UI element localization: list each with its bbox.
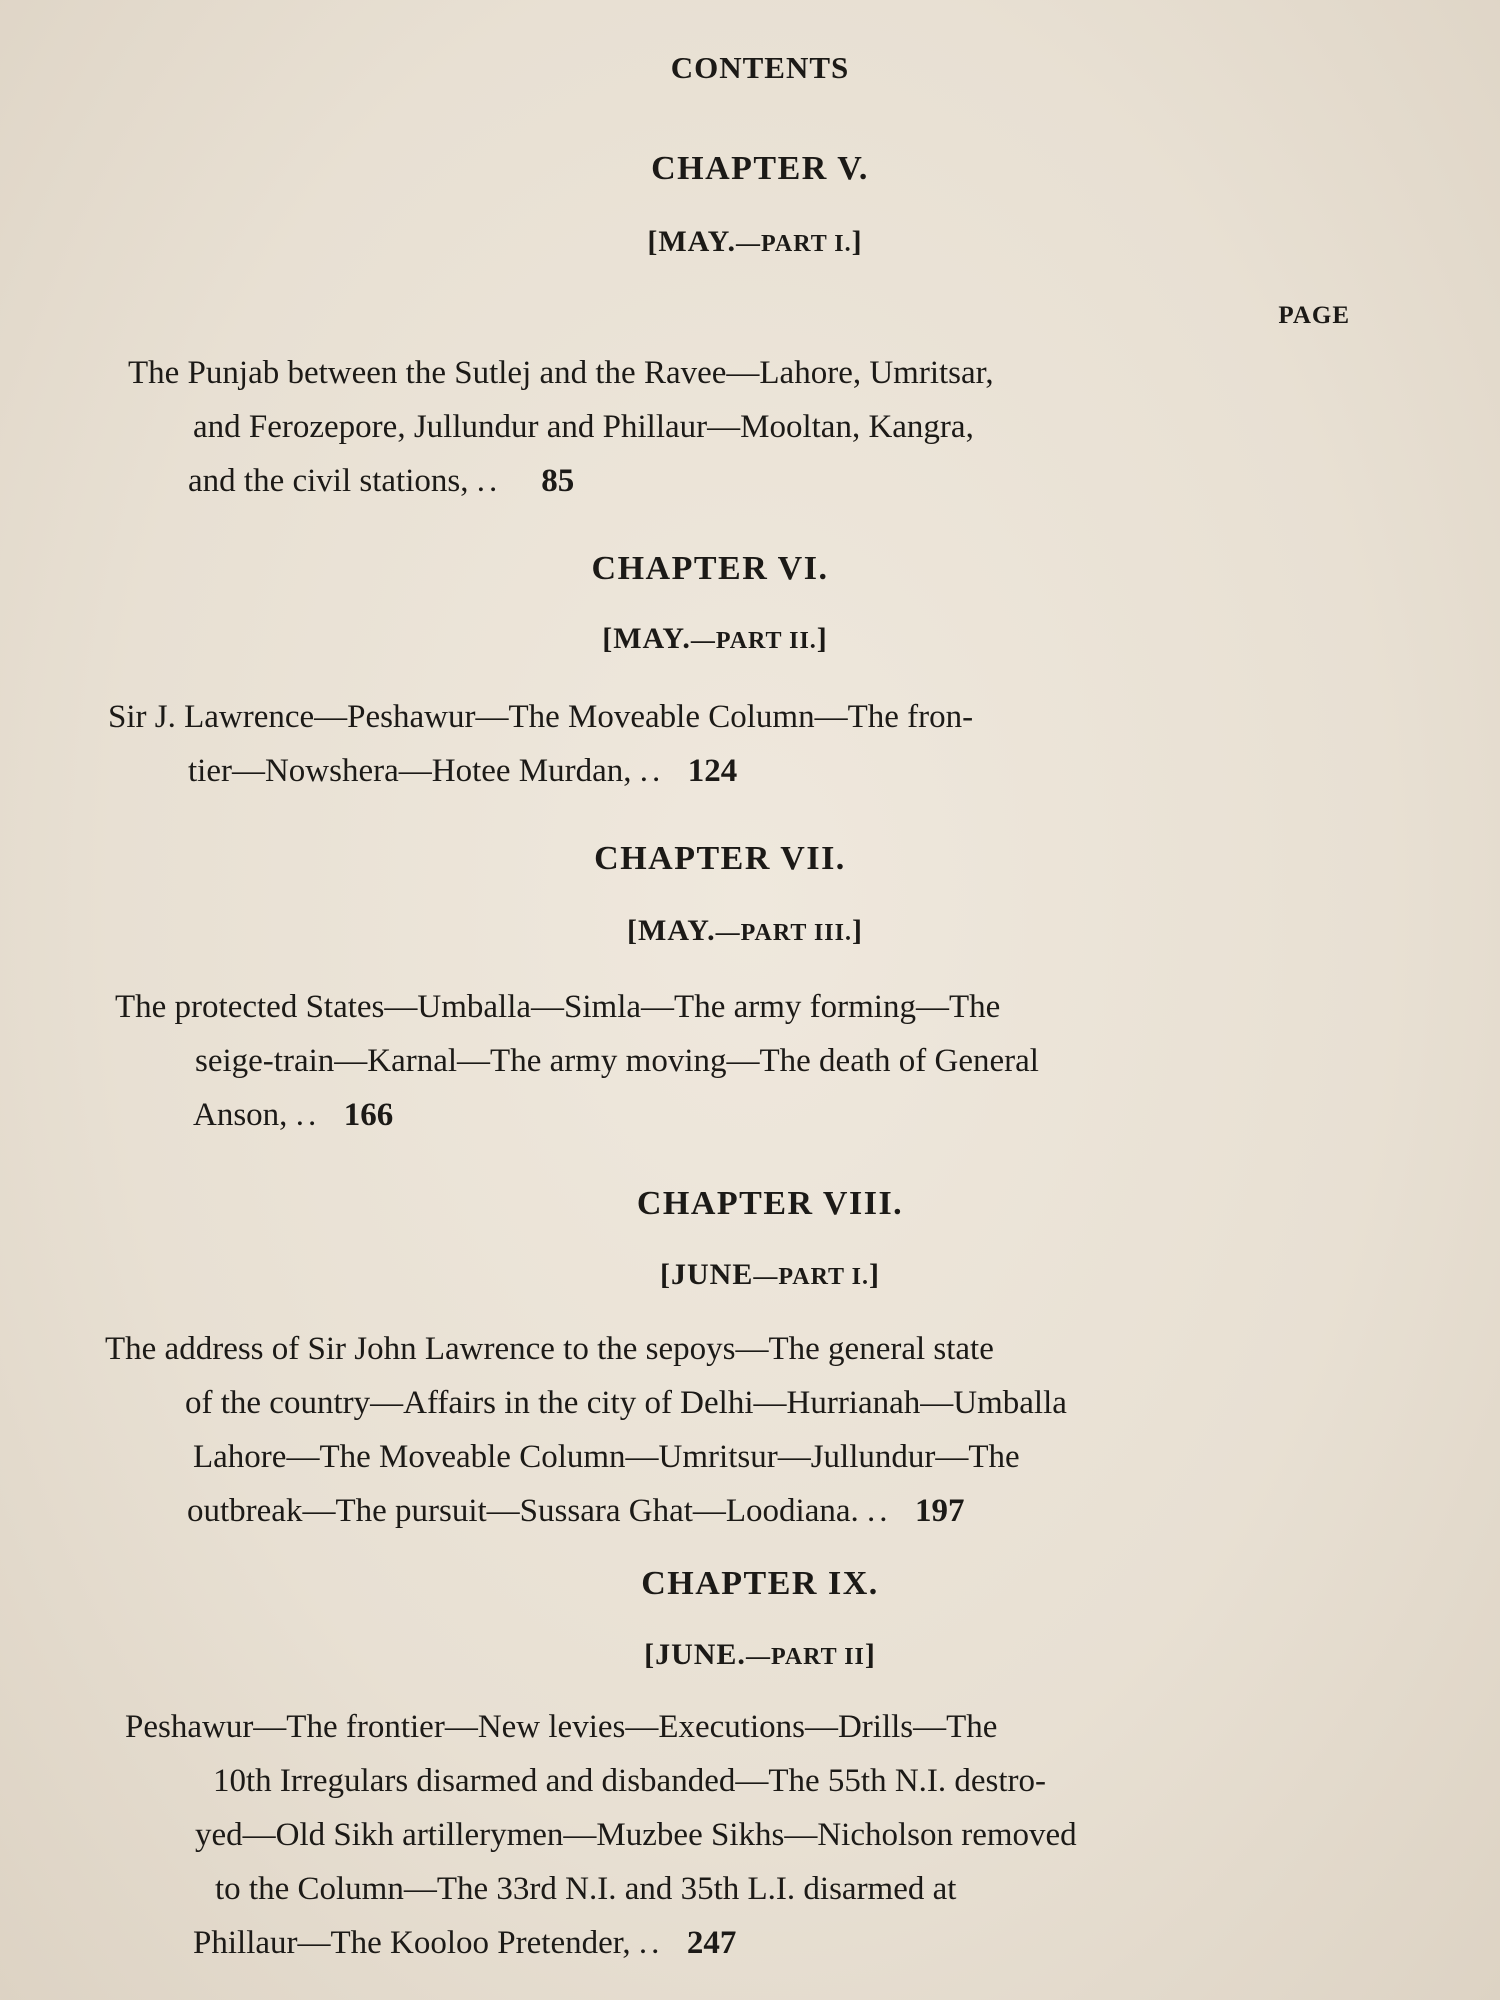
chapter-6-heading: CHAPTER VI.: [591, 550, 829, 587]
leader-dots: ..: [476, 463, 502, 499]
chapter-7-heading: CHAPTER VII.: [594, 840, 846, 877]
part-label: —PART III.: [715, 920, 852, 946]
entry-line: The protected States—Umballa—Simla—The army forming—The: [115, 989, 1001, 1025]
entry-line: Lahore—The Moveable Column—Umritsur—Jullundur—The: [193, 1439, 1020, 1475]
entry-line: to the Column—The 33rd N.I. and 35th L.I. disarmed at: [215, 1871, 957, 1907]
entry-line: Phillaur—The Kooloo Pretender,: [193, 1925, 631, 1961]
chapter-6-part: [MAY.—PART II.]: [602, 622, 828, 655]
page-number: 85: [541, 463, 575, 499]
entry-line-final: [128, 454, 1353, 508]
part-month: MAY.: [613, 622, 691, 655]
page-title: CONTENTS: [670, 50, 850, 85]
part-label: —PART I.: [736, 231, 852, 257]
entry-line-final: [115, 1088, 1345, 1142]
page-column-label: PAGE: [1278, 302, 1350, 329]
entry-line: Anson,: [193, 1097, 288, 1133]
entry-line: outbreak—The pursuit—Sussara Ghat—Loodiana.: [187, 1493, 859, 1529]
chapter-5-part: [MAY.—PART I.]: [647, 225, 863, 258]
entry-line: yed—Old Sikh artillerymen—Muzbee Sikhs—Nicholson removed: [195, 1817, 1077, 1853]
entry-line: of the country—Affairs in the city of Delhi—Hurrianah—Umballa: [185, 1385, 1067, 1421]
chapter-6-entry: [108, 690, 1343, 798]
chapter-8-entry: [105, 1322, 1345, 1538]
page-number: 124: [687, 753, 738, 789]
chapter-5-heading: CHAPTER V.: [651, 150, 869, 187]
entry-line: Peshawur—The frontier—New levies—Executions—Drills—The: [125, 1709, 998, 1745]
entry-line: The address of Sir John Lawrence to the sepoys—The general state: [105, 1331, 994, 1367]
entry-line: tier—Nowshera—Hotee Murdan,: [188, 753, 632, 789]
chapter-7-entry: [115, 980, 1345, 1142]
chapter-8-part: [JUNE—PART I.]: [660, 1258, 880, 1291]
part-label: —PART II: [745, 1644, 865, 1670]
leader-dots: ..: [867, 1493, 892, 1529]
page-number: 247: [686, 1925, 737, 1961]
leader-dots: ..: [639, 753, 665, 789]
entry-line: 10th Irregulars disarmed and disbanded—The 55th N.I. destro-: [213, 1763, 1047, 1799]
part-label: —PART I.: [753, 1264, 869, 1290]
chapter-8-heading: CHAPTER VIII.: [636, 1185, 904, 1222]
entry-line: Sir J. Lawrence—Peshawur—The Moveable Column—The fron-: [108, 699, 974, 735]
part-month: JUNE: [671, 1258, 754, 1291]
chapter-9-part: [JUNE.—PART II]: [644, 1638, 876, 1671]
part-month: MAY.: [658, 225, 736, 258]
entry-line: and the civil stations,: [188, 463, 469, 499]
chapter-5-entry: [128, 346, 1353, 508]
entry-line-final: [108, 744, 1343, 798]
page-number: 166: [343, 1097, 394, 1133]
chapter-9-heading: CHAPTER IX.: [641, 1565, 879, 1602]
part-label: —PART II.: [690, 628, 817, 654]
entry-line: The Punjab between the Sutlej and the Ravee—Lahore, Umritsar,: [128, 355, 994, 391]
chapter-9-entry: [125, 1700, 1345, 1970]
part-month: JUNE.: [655, 1638, 746, 1671]
entry-line-final: [105, 1484, 1345, 1538]
entry-line: and Ferozepore, Jullundur and Phillaur—Mooltan, Kangra,: [193, 409, 974, 445]
chapter-7-part: [MAY.—PART III.]: [627, 914, 863, 947]
page-number: 197: [915, 1493, 965, 1529]
leader-dots: ..: [295, 1097, 321, 1133]
part-month: MAY.: [638, 914, 716, 947]
entry-line: seige-train—Karnal—The army moving—The death of General: [195, 1043, 1039, 1079]
leader-dots: ..: [638, 1925, 664, 1961]
entry-line-final: [125, 1916, 1345, 1970]
